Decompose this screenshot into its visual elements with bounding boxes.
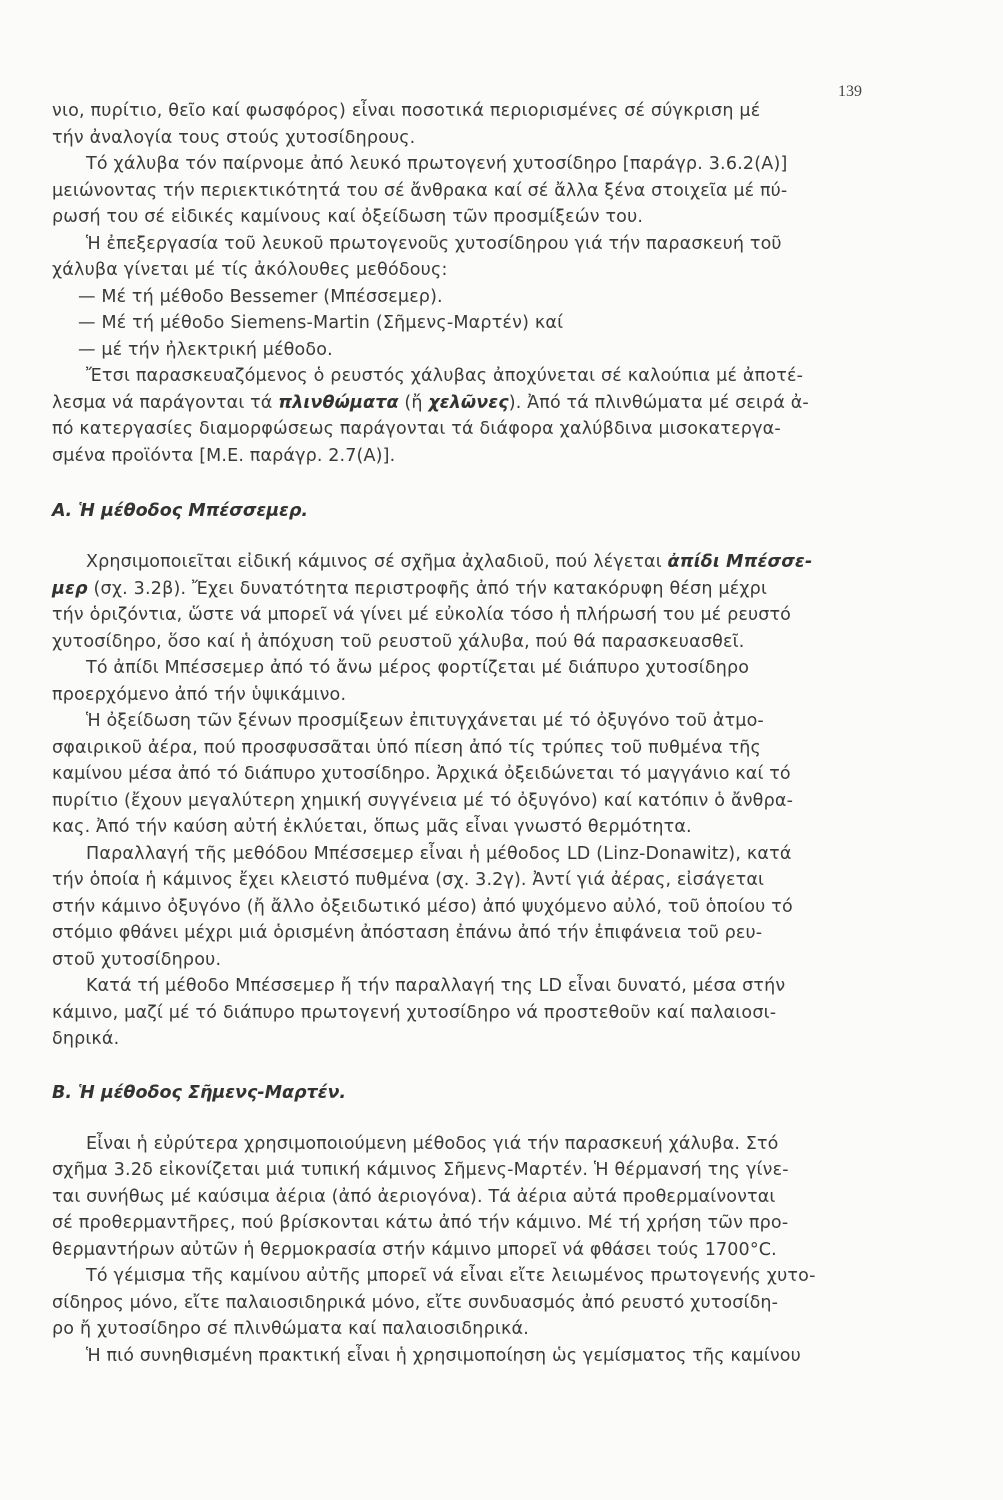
text-span: (σχ. 3.2β). Ἔχει δυνατότητα περιστροφῆς ἀπό τήν κατακόρυφη θέση μέχρι [87, 578, 768, 599]
text-line: πό κατεργασίες διαμορφώσεως παράγονται τά διάφορα χαλύβδινα μισοκατεργα- [52, 419, 781, 439]
text-line: χυτοσίδηρο, ὅσο καί ἡ ἀπόχυση τοῦ ρευστοῦ χάλυβα, πού θά παρασκευασθεῖ. [52, 631, 745, 652]
text-line: σμένα προϊόντα [Μ.Ε. παράγρ. 2.7(Α)]. [52, 445, 396, 466]
text-line: Ἡ ἐπεξεργασία τοῦ λευκοῦ πρωτογενοῦς χυτοσίδηρου γιά τήν παρασκευή τοῦ [86, 233, 782, 254]
text-line: Τό γέμισμα τῆς καμίνου αὐτῆς μπορεῖ νά εἶναι εἴτε λειωμένος πρωτογενής χυτο- [86, 1266, 816, 1286]
spacer [52, 469, 872, 497]
spacer [52, 1107, 872, 1131]
text-line [52, 549, 872, 576]
text-line: προερχόμενο ἀπό τήν ὑψικάμινο. [52, 684, 347, 705]
term-apidi-bessemer: ἀπίδι Μπέσσε- [667, 552, 813, 572]
text-line: πυρίτιο (ἔχουν μεγαλύτερη χημική συγγένεια μέ τό ὀξυγόνο) καί κατόπιν ὁ ἄνθρα- [52, 790, 794, 811]
text-span: ). Ἀπό τά πλινθώματα μέ σειρά ἀ- [508, 392, 809, 413]
text-line: κάμινο, μαζί μέ τό διάπυρο πρωτογενή χυτοσίδηρο νά προστεθοῦν καί παλαιοσι- [52, 1002, 777, 1023]
text-line: στοῦ χυτοσίδηρου. [52, 949, 222, 970]
text-line: ρο ἤ χυτοσίδηρο σέ πλινθώματα καί παλαιοσιδηρικά. [52, 1319, 530, 1339]
text-line [52, 390, 872, 417]
text-span: λεσμα νά παράγονται τά [52, 392, 279, 413]
text-line: μειώνοντας τήν περιεκτικότητά του σέ ἄνθρακα καί σέ ἄλλα ξένα στοιχεῖα μέ πύ- [52, 180, 788, 201]
text-line [52, 576, 872, 603]
text-line: Ἔτσι παρασκευαζόμενος ὁ ρευστός χάλυβας ἀποχύνεται σέ καλούπια μέ ἀποτέ- [86, 366, 804, 386]
text-line: δηρικά. [52, 1029, 120, 1049]
text-line: κας. Ἀπό τήν καύση αὐτή ἐκλύεται, ὅπως μᾶς εἶναι γνωστό θερμότητα. [52, 817, 692, 837]
text-line: ρωσή του σέ εἰδικές καμίνους καί ὀξείδωση τῶν προσμίξεών του. [52, 207, 644, 227]
text-line: σχῆμα 3.2δ εἰκονίζεται μιά τυπική κάμινος Σῆμενς-Μαρτέν. Ἡ θέρμανσή της γίνε- [52, 1160, 789, 1180]
text-line: χάλυβα γίνεται μέ τίς ἀκόλουθες μεθόδους: [52, 260, 448, 280]
text-line: καμίνου μέσα ἀπό τό διάπυρο χυτοσίδηρο. Ἀρχικά ὀξειδώνεται τό μαγγάνιο καί τό [52, 764, 791, 784]
list-item: — μέ τήν ἠλεκτρική μέθοδο. [78, 339, 333, 360]
text-line: Ἡ πιό συνηθισμένη πρακτική εἶναι ἡ χρησιμοποίηση ὡς γεμίσματος τῆς καμίνου [86, 1345, 801, 1366]
list-item: — Μέ τή μέθοδο Bessemer (Μπέσσεμερ). [78, 286, 443, 307]
text-line: Παραλλαγή τῆς μεθόδου Μπέσσεμερ εἶναι ἡ μέθοδος LD (Linz-Donawitz), κατά [86, 843, 792, 864]
text-line: τήν ἀναλογία τους στούς χυτοσίδηρους. [52, 127, 416, 148]
text-line: τήν ὁποία ἡ κάμινος ἔχει κλειστό πυθμένα (σχ. 3.2γ). Ἀντί γιά ἀέρας, εἰσάγεται [52, 870, 765, 890]
text-span: Χρησιμοποιεῖται εἰδική κάμινος σέ σχῆμα ἀχλαδιοῦ, πού λέγεται [86, 552, 668, 572]
spacer [52, 1053, 872, 1079]
section-heading-a: Α. Ἡ μέθοδος Μπέσσεμερ. [52, 501, 308, 521]
text-line: σίδηρος μόνο, εἴτε παλαιοσιδηρικά μόνο, εἴτε συνδυασμός ἀπό ρευστό χυτοσίδη- [52, 1292, 779, 1313]
term-chelones: χελῶνες [428, 392, 509, 413]
text-line: σφαιρικοῦ ἀέρα, πού προσφυσσᾶται ὑπό πίεση ἀπό τίς τρύπες τοῦ πυθμένα τῆς [52, 737, 762, 758]
text-line: ται συνήθως μέ καύσιμα ἀέρια (ἀπό ἀεριογόνα). Τά ἀέρια αὐτά προθερμαίνονται [52, 1186, 776, 1207]
text-line: στήν κάμινο ὀξυγόνο (ἤ ἄλλο ὀξειδωτικό μέσο) ἀπό ψυχόμενο αὐλό, τοῦ ὁποίου τό [52, 896, 793, 917]
text-line: Τό ἀπίδι Μπέσσεμερ ἀπό τό ἄνω μέρος φορτίζεται μέ διάπυρο χυτοσίδηρο [86, 658, 750, 678]
text-line: θερμαντήρων αὐτῶν ἡ θερμοκρασία στήν κάμινο μπορεῖ νά φθάσει τούς 1700°C. [52, 1239, 777, 1260]
list-item: — Μέ τή μέθοδο Siemens-Martin (Σῆμενς-Μαρτέν) καί [78, 313, 564, 333]
text-line: Εἶναι ἡ εὐρύτερα χρησιμοποιούμενη μέθοδος γιά τήν παρασκευή χάλυβα. Στό [86, 1133, 779, 1154]
text-line: σέ προθερμαντῆρες, πού βρίσκονται κάτω ἀπό τήν κάμινο. Μέ τή χρήση τῶν προ- [52, 1213, 789, 1233]
text-line: τήν ὁριζόντια, ὥστε νά μπορεῖ νά γίνει μέ εὐκολία τόσο ἡ πλήρωσή του μέ ρευστό [52, 605, 792, 625]
term-plinthomata: πλινθώματα [278, 392, 399, 413]
term-apidi-bessemer-end: μερ [52, 578, 88, 599]
text-line: Τό χάλυβα τόν παίρνομε ἀπό λευκό πρωτογενή χυτοσίδηρο [παράγρ. 3.6.2(Α)] [86, 154, 788, 174]
spacer [52, 525, 872, 549]
text-line: Κατά τή μέθοδο Μπέσσεμερ ἤ τήν παραλλαγή της LD εἶναι δυνατό, μέσα στήν [86, 976, 786, 996]
page-number: 139 [838, 83, 862, 100]
text-span: (ἤ [398, 392, 429, 413]
text-line: νιο, πυρίτιο, θεῖο καί φωσφόρος) εἶναι ποσοτικά περιορισμένες σέ σύγκριση μέ [52, 101, 761, 121]
page-body [52, 98, 872, 1369]
text-line: στόμιο φθάνει μέχρι μιά ὁρισμένη ἀπόσταση ἐπάνω ἀπό τήν ἐπιφάνεια τοῦ ρευ- [52, 923, 763, 943]
text-line: Ἡ ὀξείδωση τῶν ξένων προσμίξεων ἐπιτυγχάνεται μέ τό ὀξυγόνο τοῦ ἀτμο- [86, 711, 764, 731]
section-heading-b: Β. Ἡ μέθοδος Σῆμενς-Μαρτέν. [52, 1082, 347, 1103]
